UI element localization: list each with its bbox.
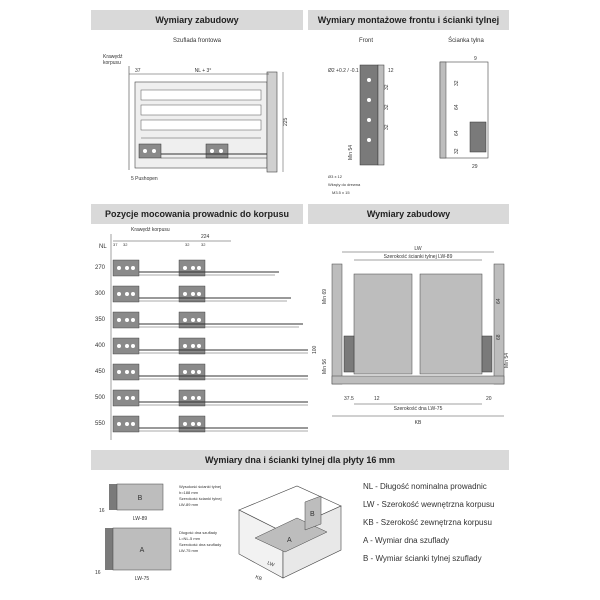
a-note-2: Szerokość dna szuflady (179, 542, 222, 547)
a-side-label: 16 (95, 570, 101, 576)
screw-hole (197, 266, 201, 270)
dim-min56: Min 56 (322, 358, 328, 374)
lw-inner-label: Szerokość ścianki tylnej LW-89 (383, 254, 453, 260)
nl-value-500: 500 (95, 395, 106, 401)
screw-hole (131, 422, 135, 426)
slide-row-270 (95, 260, 279, 276)
edge-label-2: korpusu (103, 60, 121, 66)
dim-12: 12 (374, 396, 380, 402)
screw-hole (191, 266, 195, 270)
lw-label: LW (414, 246, 422, 252)
slide-mounting-positions-diagram (91, 204, 303, 442)
edge-label-1: Krawędź (103, 54, 123, 60)
screw-hole (191, 292, 195, 296)
screw-hole (131, 292, 135, 296)
screw-hole (125, 266, 129, 270)
dim-12: 12 (388, 68, 394, 74)
legend-kb: KB - Szerokość zewnętrzna korpusu (363, 518, 492, 527)
screw-hole (183, 292, 187, 296)
panel-title: Wymiary zabudowy (91, 10, 303, 30)
nl-value-270: 270 (95, 265, 106, 271)
back-dim-2: 64 (454, 130, 460, 136)
b-note-1: h=188 mm (179, 490, 199, 495)
screw-hole (183, 422, 187, 426)
nl-label: NL (99, 244, 107, 250)
wkrety-value: M3.5 x 15 (332, 190, 350, 195)
kb-label: KB (414, 420, 422, 426)
b-note-3: LW-89 mm (179, 502, 199, 507)
a-note-3: LW-75 mm (179, 548, 199, 553)
dim-diam: Ø2 +0.2 / -0.1 (328, 68, 359, 74)
screw-hole (117, 396, 121, 400)
screw-hole (183, 266, 187, 270)
screw-hole (131, 344, 135, 348)
b-width: LW-89 (132, 516, 148, 522)
dim-min54: Min 54 (504, 352, 510, 368)
dim-min54: Min 54 (348, 144, 354, 160)
dim-nl: NL + 3° (194, 68, 212, 74)
panel-a-label: A (139, 547, 145, 554)
screw-hole (197, 422, 201, 426)
dim-9: 9 (474, 56, 477, 62)
legend-a: A - Wymiar dna szuflady (363, 536, 450, 545)
back-dim-3: 32 (454, 148, 460, 154)
a-width: LW-75 (134, 576, 150, 582)
panel-title: Wymiary montażowe frontu i ścianki tylnej (308, 10, 509, 30)
nl-value-450: 450 (95, 369, 106, 375)
b-note-0: Wysokość ścianki tylnej (179, 484, 221, 489)
screw-hole (125, 370, 129, 374)
dim-64: 64 (496, 298, 502, 304)
front-dim-1: 32 (384, 104, 390, 110)
screw-hole (183, 344, 187, 348)
top-dim-2: 32 (185, 242, 190, 247)
front-dim-0: 32 (384, 84, 390, 90)
front-label: Front (358, 38, 374, 44)
nl-value-350: 350 (95, 317, 106, 323)
screw-hole (117, 318, 121, 322)
iso-lw: LW (266, 560, 276, 569)
panel-bottom (91, 450, 509, 590)
dim-224: 224 (201, 234, 210, 240)
back-label: Ścianka tylna (448, 38, 484, 44)
top-dim-1: 32 (123, 242, 128, 247)
drawer-front-diagram (91, 10, 303, 196)
iso-kb: KB (254, 574, 263, 583)
slide-row-350 (95, 312, 303, 328)
iso-a: A (287, 537, 292, 544)
slide-row-450 (95, 364, 327, 380)
dim-29: 29 (472, 164, 478, 170)
panel-title: Wymiary dna i ścianki tylnej dla płyty 16 mm (91, 450, 509, 470)
front-back-mounting-diagram (308, 10, 509, 196)
screw-hole (131, 266, 135, 270)
legend-nl: NL - Długość nominalna prowadnic (363, 482, 487, 491)
panel-top-right (308, 10, 509, 196)
nl-value-550: 550 (95, 421, 106, 427)
top-dim-3: 32 (201, 242, 206, 247)
dim-left-min: Min 69 (322, 288, 328, 304)
screw-hole (191, 370, 195, 374)
screw-hole (117, 266, 121, 270)
back-dim-1: 64 (454, 104, 460, 110)
panel-title: Wymiary zabudowy (308, 204, 509, 224)
screw-hole (183, 318, 187, 322)
screw-hole (117, 344, 121, 348)
screw-hole (191, 396, 195, 400)
screw-hole (131, 318, 135, 322)
slide-row-300 (95, 286, 291, 302)
bottom-inner-label: Szerokość dna LW-75 (393, 406, 443, 412)
front-dim-2: 32 (384, 124, 390, 130)
legend-b: B - Wymiar ścianki tylnej szuflady (363, 554, 482, 563)
subtitle: Szuflada frontowa (172, 38, 222, 44)
cabinet-cross-section-diagram (308, 204, 509, 442)
screw-hole (117, 292, 121, 296)
slide-row-500 (95, 390, 339, 406)
dim-225: 225 (283, 117, 289, 126)
screw-hole (117, 370, 121, 374)
panel-top-left (91, 10, 303, 196)
screw-hole (183, 370, 187, 374)
screw-hole (125, 344, 129, 348)
screw-hole (191, 344, 195, 348)
screw-hole (131, 396, 135, 400)
dim-37-5: 37.5 (344, 396, 354, 402)
screw-hole (125, 422, 129, 426)
a-note-0: Długość dna szuflady (179, 530, 218, 535)
screw-hole (131, 370, 135, 374)
panel-mid-left (91, 204, 303, 442)
slide-row-400 (95, 338, 315, 354)
dim-37: 37 (135, 68, 141, 74)
edge-label: Krawędź korpusu (131, 227, 170, 233)
dim-20: 20 (486, 396, 492, 402)
back-dim-0: 32 (454, 80, 460, 86)
screw-hole (125, 396, 129, 400)
dim-68: 68 (496, 334, 502, 340)
a-note-1: L=NL-5 mm (179, 536, 201, 541)
screw-note: Ø3 x 12 (328, 174, 343, 179)
panel-title: Pozycje mocowania prowadnic do korpusu (91, 204, 303, 224)
screw-hole (125, 318, 129, 322)
pushopen: 5 Pushopen (131, 176, 158, 182)
screw-hole (197, 370, 201, 374)
nl-value-400: 400 (95, 343, 106, 349)
screw-hole (183, 396, 187, 400)
screw-hole (197, 292, 201, 296)
b-note-2: Szerokość ścianki tylnej (179, 496, 222, 501)
nl-value-300: 300 (95, 291, 106, 297)
b-side-label: 16 (99, 508, 105, 514)
screw-hole (197, 344, 201, 348)
top-dim-0: 37 (113, 242, 118, 247)
screw-hole (125, 292, 129, 296)
screw-hole (191, 422, 195, 426)
panel-mid-right (308, 204, 509, 442)
dim-100: 100 (312, 345, 318, 354)
legend-lw: LW - Szerokość wewnętrzna korpusu (363, 500, 495, 509)
screw-hole (197, 396, 201, 400)
screw-hole (117, 422, 121, 426)
iso-b: B (310, 511, 315, 518)
screw-hole (191, 318, 195, 322)
screw-hole (197, 318, 201, 322)
panel-b-label: B (137, 495, 143, 502)
wkrety-title: Wkręty do drewna (328, 182, 361, 187)
